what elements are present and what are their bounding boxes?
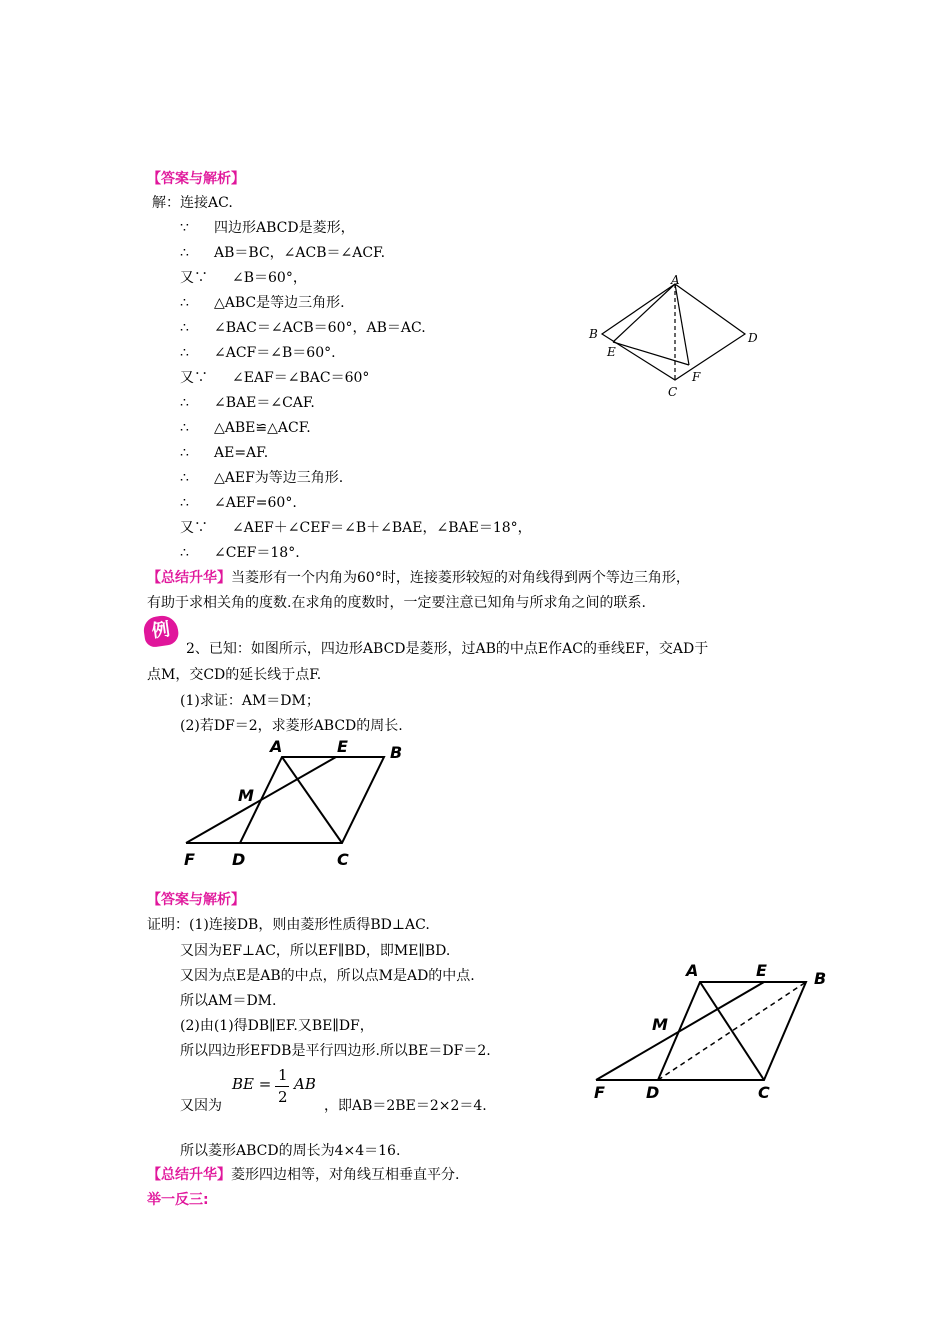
- practice-heading: 举一反三:: [147, 1192, 209, 1208]
- step-text: AE=AF.: [214, 445, 269, 461]
- because-prefix: 又因为: [180, 1098, 222, 1114]
- step-text: △ABE≌△ACF.: [214, 420, 311, 436]
- step-text: ∠AEF＋∠CEF＝∠B＋∠BAE，∠BAE＝18°，: [232, 520, 532, 536]
- solution-step: [180, 369, 369, 387]
- step-text: ∠B＝60°，: [232, 270, 307, 286]
- summary-heading-1: 【总结升华】: [147, 570, 231, 586]
- solution-step: [180, 319, 426, 337]
- step-symbol: ∴: [180, 345, 189, 361]
- step-symbol: ∴: [180, 395, 189, 411]
- figure-rhombus-1: [585, 272, 765, 402]
- fig3-label-c: C: [758, 1083, 770, 1102]
- summary-1-line2: 有助于求相关角的度数.在求角的度数时，一定要注意已知角与所求角之间的联系.: [147, 595, 646, 611]
- figure-rhombus-3: [588, 956, 838, 1106]
- step-text: ∠BAC＝∠ACB＝60°，AB＝AC.: [214, 320, 426, 336]
- summary-2-text: 菱形四边相等，对角线互相垂直平分.: [231, 1167, 460, 1183]
- fig2-label-m: M: [238, 786, 254, 805]
- step-text: △ABC是等边三角形.: [214, 295, 345, 311]
- example-badge: 例: [142, 614, 180, 648]
- solution-step: [180, 269, 307, 287]
- solution-step: [180, 244, 385, 262]
- summary-1: [147, 569, 690, 587]
- proof-line-2: 又因为EF⊥AC，所以EF∥BD，即ME∥BD.: [180, 943, 451, 959]
- step-text: △AEF为等边三角形.: [214, 470, 344, 486]
- step-text: ∠EAF＝∠BAC＝60°: [232, 370, 370, 386]
- formula-num: 1: [278, 1066, 288, 1084]
- step-symbol: ∴: [180, 545, 189, 561]
- figure-rhombus-2: [176, 733, 416, 873]
- solution-step: [180, 294, 345, 312]
- fig2-label-c: C: [337, 850, 349, 869]
- step-symbol: ∵: [180, 220, 189, 236]
- answer-heading-1: 【答案与解析】: [147, 171, 245, 187]
- because-suffix: ，即AB＝2BE＝2×2＝4.: [324, 1098, 487, 1114]
- proof-line-3: 又因为点E是AB的中点，所以点M是AD的中点.: [180, 968, 475, 984]
- step-symbol: ∴: [180, 495, 189, 511]
- step-text: ∠AEF=60°.: [214, 495, 297, 511]
- step-symbol: 又∵: [180, 270, 208, 286]
- summary-2: [147, 1166, 459, 1184]
- step-text: AB＝BC，∠ACB＝∠ACF.: [214, 245, 386, 261]
- step-symbol: ∴: [180, 470, 189, 486]
- fig2-label-d: D: [232, 850, 246, 869]
- fig1-label-f: F: [692, 370, 701, 384]
- solution-step: [180, 444, 268, 462]
- fig3-label-m: M: [652, 1015, 668, 1034]
- solution-step: [180, 544, 300, 562]
- step-symbol: ∴: [180, 245, 189, 261]
- solution-intro: 解：连接AC.: [152, 195, 233, 211]
- solution-step: [180, 519, 532, 537]
- formula-rhs: AB: [294, 1075, 316, 1093]
- solution-step: [180, 394, 315, 412]
- fig1-label-c: C: [668, 385, 678, 399]
- fig1-label-a: A: [671, 273, 680, 287]
- fig2-label-e: E: [337, 737, 348, 756]
- fig3-label-f: F: [594, 1083, 605, 1102]
- perimeter-line: 所以菱形ABCD的周长为4×4＝16.: [180, 1143, 401, 1159]
- fraction-bar: [275, 1086, 289, 1087]
- answer-heading-2: 【答案与解析】: [147, 892, 245, 908]
- proof-line-1: 证明：(1)连接DB，则由菱形性质得BD⊥AC.: [147, 917, 430, 933]
- proof-line-4: 所以AM＝DM.: [180, 993, 277, 1009]
- step-symbol: ∴: [180, 320, 189, 336]
- example2-line2: 点M，交CD的延长线于点F.: [147, 667, 322, 683]
- question-1: (1)求证：AM＝DM；: [180, 693, 320, 709]
- fig2-label-a: A: [270, 737, 283, 756]
- step-symbol: ∴: [180, 295, 189, 311]
- fig2-label-b: B: [390, 743, 403, 762]
- fig3-label-d: D: [646, 1083, 660, 1102]
- solution-step: [180, 419, 311, 437]
- step-text: ∠CEF＝18°.: [214, 545, 300, 561]
- step-symbol: ∴: [180, 420, 189, 436]
- proof-line-5: (2)由(1)得DB∥EF.又BE∥DF，: [180, 1018, 374, 1034]
- step-symbol: 又∵: [180, 370, 208, 386]
- proof-line-6: 所以四边形EFDB是平行四边形.所以BE＝DF＝2.: [180, 1043, 491, 1059]
- question-2: (2)若DF＝2，求菱形ABCD的周长.: [180, 718, 403, 734]
- step-text: ∠ACF＝∠B＝60°.: [214, 345, 336, 361]
- formula-den: 2: [278, 1088, 288, 1106]
- step-text: ∠BAE＝∠CAF.: [214, 395, 315, 411]
- step-symbol: ∴: [180, 445, 189, 461]
- solution-step: [180, 494, 297, 512]
- example2-line1: 2、已知：如图所示，四边形ABCD是菱形，过AB的中点E作AC的垂线EF，交AD于: [186, 641, 709, 657]
- solution-step: [180, 219, 355, 237]
- fig3-label-e: E: [756, 961, 767, 980]
- step-symbol: 又∵: [180, 520, 208, 536]
- fig2-label-f: F: [184, 850, 195, 869]
- solution-step: [180, 344, 336, 362]
- summary-heading-2: 【总结升华】: [147, 1167, 231, 1183]
- fig1-label-d: D: [748, 331, 758, 345]
- fig3-label-a: A: [686, 961, 699, 980]
- formula-lhs: BE =: [232, 1075, 272, 1093]
- step-text: 四边形ABCD是菱形，: [214, 220, 355, 236]
- fig1-label-b: B: [589, 327, 598, 341]
- solution-step: [180, 469, 343, 487]
- fig1-label-e: E: [607, 345, 616, 359]
- fig3-label-b: B: [814, 969, 827, 988]
- summary-1-line1: 当菱形有一个内角为60°时，连接菱形较短的对角线得到两个等边三角形，: [231, 570, 690, 586]
